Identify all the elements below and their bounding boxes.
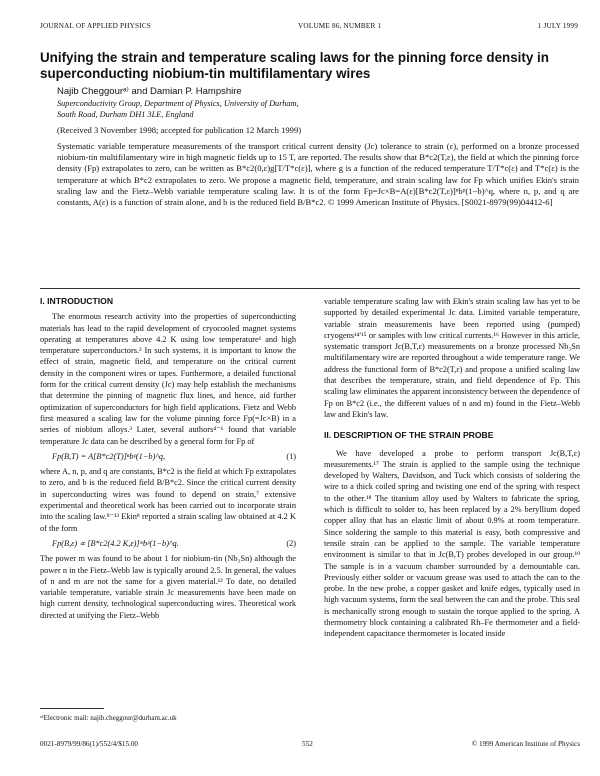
- section-heading: II. DESCRIPTION OF THE STRAIN PROBE: [324, 430, 494, 441]
- paragraph: where A, n, p, and q are constants, B*c2 is the field at which Fp extrapolates to zero, and b is the reduced field B/B*c2. Since the critical current density in superconducting wires was found to depend on strain,⁷ extensive experimental and theoretical work has been carried out to incorporate strain into the scaling law.⁸⁻¹³ Ekin⁸ reported a strain scaling law obtained at 4.2 K of the form: [40, 467, 296, 533]
- received-dates: (Received 3 November 1998; accepted for publication 12 March 1999): [57, 125, 302, 135]
- divider: [40, 288, 580, 289]
- abstract: Systematic variable temperature measurements of the transport critical current density (Jc) tolerance to strain (ε), performed on a bronze processed niobium-tin multifilamentary wire in high magnetic fields up to 15 T, are reported. The results show that B*c2(T,ε), the field at which the pinning force density (Fp) extrapolates to zero, can be written as B*c2(0,ε)g[T/T*c(ε)], where g is a function of the reduced temperature T/T*c(ε) and T*c(ε) is the temperature at which B*c2 extrapolates to zero. We propose a magnetic field, temperature, and strain scaling law for Fp which unifies Ekin's strain scaling law and the Fietz–Webb variable temperature scaling law. It is of the form Fp=Jc×B=A(ε)[B*c2(T,ε)]ⁿbᵖ(1−b)^q, where n, p, and q are constants, A(ε) is a function of strain alone, and b is the reduced field B/B*c2. © 1999 American Institute of Physics. [S0021-8979(99)04412-6]: [57, 141, 579, 208]
- paragraph: variable temperature scaling law with Ekin's strain scaling law has yet to be supported by detailed experimental Jc data. Limited variable temperature, variable strain measurements have been reported using (pumped) cryogens¹⁴ʹ¹⁵ or samples with low critical currents.¹⁶ However in this article, systematic transport Jc(B,T,ε) measurements on a bronze processed Nb₃Sn multifilamentary wire are reported throughout a wide temperature range. We address the functional form of B*c2(T,ε) and propose a unified scaling law that describes the temperature, strain, and field dependence of Fp. This scaling law eliminates the apparent inconsistency between the dependence of Fp on B*c2 (i.e., the different values of n and m) found in the Fietz–Webb law and Ekin's law.: [324, 297, 580, 419]
- footnote-rule: [40, 708, 104, 709]
- footnote: ᵃ⁾Electronic mail: najib.cheggour@durham.ac.uk: [40, 714, 177, 722]
- equation-body: Fp(B,T) = A[B*c2(T)]ⁿbᵖ(1−b)^q,: [52, 451, 166, 461]
- equation-number: (2): [286, 538, 296, 548]
- copyright: © 1999 American Institute of Physics: [471, 740, 580, 748]
- right-column: [324, 296, 580, 732]
- paragraph: The power m was found to be about 1 for niobium-tin (Nb₃Sn) although the power n in the Fietz–Webb law is typically around 2.5. In general, the values of n and m are not the same for a given material.¹² To date, no detailed variable temperature, variable strain Jc measurements have been made on high current density, technological superconducting wires. Theoretical work directed at unifying the Fietz–Webb: [40, 554, 296, 620]
- equation-1: [40, 447, 296, 466]
- equation-2: [40, 534, 296, 553]
- paragraph: The enormous research activity into the properties of superconducting materials has lead to the rapid development of cryocooled magnet systems operating at temperatures above 4.2 K using low temperature¹ and high temperature superconductors.² In such systems, it is important to know the effect of strain, magnetic field, and temperature on the critical current density in the component wires or tapes. Furthermore, a detailed functional form for the critical current density (Jc) may help establish the mechanisms that determine the pinning of magnetic flux lines, and hence, aid further optimization of superconductors for high field applications. Fietz and Webb first measured a scaling law for the volume pinning force Fp(=Jc×B) in a series of niobium alloys.³ Later, several authors⁴⁻⁶ found that variable temperature Jc data can be described by a general form for Fp of: [40, 312, 296, 446]
- left-column: [40, 296, 296, 706]
- affiliation: [57, 98, 457, 120]
- affiliation-line: Superconductivity Group, Department of Physics, University of Durham,: [57, 99, 299, 108]
- volume-number: VOLUME 86, NUMBER 1: [298, 22, 382, 30]
- issn-code: 0021-8979/99/86(1)/552/4/$15.00: [40, 740, 139, 748]
- section-heading: I. INTRODUCTION: [40, 296, 114, 306]
- journal-name: JOURNAL OF APPLIED PHYSICS: [40, 22, 151, 30]
- equation-body: Fp(B,ε) ∝ [B*c2(4.2 K,ε)]ᵐbᵖ(1−b)^q.: [52, 538, 179, 548]
- issue-date: 1 JULY 1999: [537, 22, 578, 30]
- equation-number: (1): [286, 451, 296, 461]
- paragraph: We have developed a probe to perform transport Jc(B,T,ε) measurements.¹⁷ The strain is applied to the sample using the technique developed by Walters, Davidson, and Tuck which consists of soldering the wire to a thick coiled spring and twisting one end of the spring with respect to the other.¹⁸ The titanium alloy used by Walters to fabricate the spring, which is difficult to solder to, has been replaced by a 2% beryllium doped copper alloy that has an elastic limit of about 0.9% at room temperature. Since soldering the sample to this material is easy, both compressive and tensile strain can be applied to the sample. The variable temperature environment is similar to that in Jc(B,T) probes developed in our group.¹⁹ The sample is in a vacuum chamber surrounded by a demountable can. Previously either solder or vacuum grease was used to attach the can to the probe. In the new probe, a copper gasket and knife edges, typically used in high vacuum systems, form the seal between the can and the probe. This seal is mechanically strong enough to sustain the torque applied to the spring. A thermometry block containing a calibrated Rh–Fe thermometer and a field-independent capacitance thermometer is located inside: [324, 448, 580, 639]
- affiliation-line: South Road, Durham DH1 3LE, England: [57, 110, 194, 119]
- article-title: Unifying the strain and temperature scaling laws for the pinning force density in superconducting niobium-tin multifilamentary wires: [40, 50, 549, 81]
- authors: Najib Cheggourᵃ⁾ and Damian P. Hampshire: [57, 86, 242, 97]
- page-number: 552: [302, 740, 313, 748]
